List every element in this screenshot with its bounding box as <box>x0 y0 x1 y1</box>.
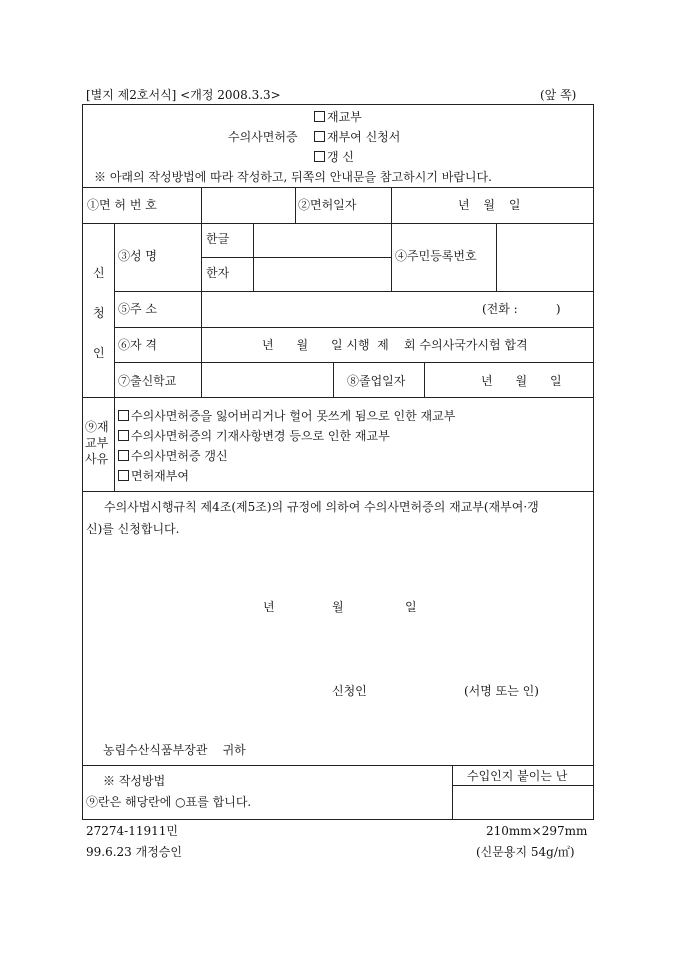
revenue-stamp-area[interactable] <box>453 786 593 819</box>
applicant-section-char: 신 <box>93 266 105 280</box>
checkbox-icon <box>118 410 129 421</box>
reason-label: 사유 <box>85 452 109 466</box>
address-field[interactable] <box>202 292 462 326</box>
checkbox-icon <box>314 151 325 162</box>
paper-type: (신문용지 54g/㎡) <box>476 845 575 859</box>
checkbox-icon <box>118 470 129 481</box>
address-label: ⑤주 소 <box>118 302 157 316</box>
reason-label: ⑨재 <box>85 420 109 434</box>
statement-line: 신)를 신청합니다. <box>86 522 180 536</box>
statement-line: 수의사법시행규칙 제4조(제5조)의 규정에 의하여 수의사면허증의 재교부(재부여·갱 <box>104 500 539 514</box>
statement-date-year[interactable]: 년 <box>263 600 275 614</box>
checkbox-icon <box>118 430 129 441</box>
title-option-reissue[interactable]: 재교부 <box>314 110 362 124</box>
applicant-signature-label: 신청인 <box>332 684 367 698</box>
page-side-label: (앞 쪽) <box>540 88 577 102</box>
reason-label: 교부 <box>85 436 109 450</box>
title-option-renewal[interactable]: 갱 신 <box>314 150 354 164</box>
reason-option-lost[interactable]: 수의사면허증을 잃어버리거나 헐어 못쓰게 됨으로 인한 재교부 <box>118 409 455 423</box>
checkbox-icon <box>314 131 325 142</box>
license-date-field[interactable]: 년 월 일 <box>458 198 521 212</box>
qualification-field[interactable]: 년 월 일 시행 제 회 수의사국가시험 합격 <box>262 338 528 352</box>
qualification-label: ⑥자 격 <box>118 338 157 352</box>
reason-option-change[interactable]: 수의사면허증의 기재사항변경 등으로 인한 재교부 <box>118 429 390 443</box>
method-title: ※ 작성방법 <box>103 774 166 788</box>
name-hangul-field[interactable] <box>254 224 390 256</box>
name-hanja-field[interactable] <box>254 258 390 290</box>
applicant-section-char: 청 <box>93 306 105 320</box>
name-label: ③성 명 <box>118 249 157 263</box>
rrn-label: ④주민등록번호 <box>395 249 477 263</box>
signature-field[interactable]: (서명 또는 인) <box>464 684 539 698</box>
title-option-regrant[interactable]: 재부여 신청서 <box>314 130 400 144</box>
license-number-label: ①면 허 번 호 <box>87 198 157 212</box>
instruction-notice: ※ 아래의 작성방법에 따라 작성하고, 뒤쪽의 안내문을 참고하시기 바랍니다. <box>94 170 492 184</box>
form-title: 수의사면허증 <box>228 130 298 144</box>
school-field[interactable] <box>202 363 333 396</box>
approval-date: 99.6.23 개정승인 <box>86 845 182 859</box>
applicant-section-char: 인 <box>93 346 105 360</box>
license-number-field[interactable] <box>202 188 295 222</box>
school-label: ⑦출신학교 <box>118 374 177 388</box>
reason-option-renewal[interactable]: 수의사면허증 갱신 <box>118 449 228 463</box>
form-code: 27274-11911민 <box>86 824 178 838</box>
graduation-date-field[interactable]: 년 월 일 <box>481 374 562 388</box>
checkbox-icon <box>314 111 325 122</box>
hanja-label: 한자 <box>206 266 230 280</box>
statement-date-month[interactable]: 월 <box>332 600 344 614</box>
statement-date-day[interactable]: 일 <box>405 600 417 614</box>
checkbox-icon <box>118 450 129 461</box>
method-text: ⑨란은 해당란에 ○표를 합니다. <box>86 795 252 809</box>
phone-field[interactable]: (전화 : ) <box>482 302 561 316</box>
graduation-date-label: ⑧졸업일자 <box>347 374 406 388</box>
revenue-stamp-label: 수입인지 붙이는 난 <box>467 769 568 783</box>
rrn-field[interactable] <box>497 224 593 290</box>
form-header-label: [별지 제2호서식] <개정 2008.3.3> <box>86 88 281 102</box>
license-date-label: ②면허일자 <box>298 198 357 212</box>
recipient-label: 농림수산식품부장관 귀하 <box>103 743 246 757</box>
reason-option-regrant[interactable]: 면허재부여 <box>118 469 189 483</box>
hangul-label: 한글 <box>206 232 230 246</box>
paper-size: 210mm×297mm <box>486 824 588 838</box>
